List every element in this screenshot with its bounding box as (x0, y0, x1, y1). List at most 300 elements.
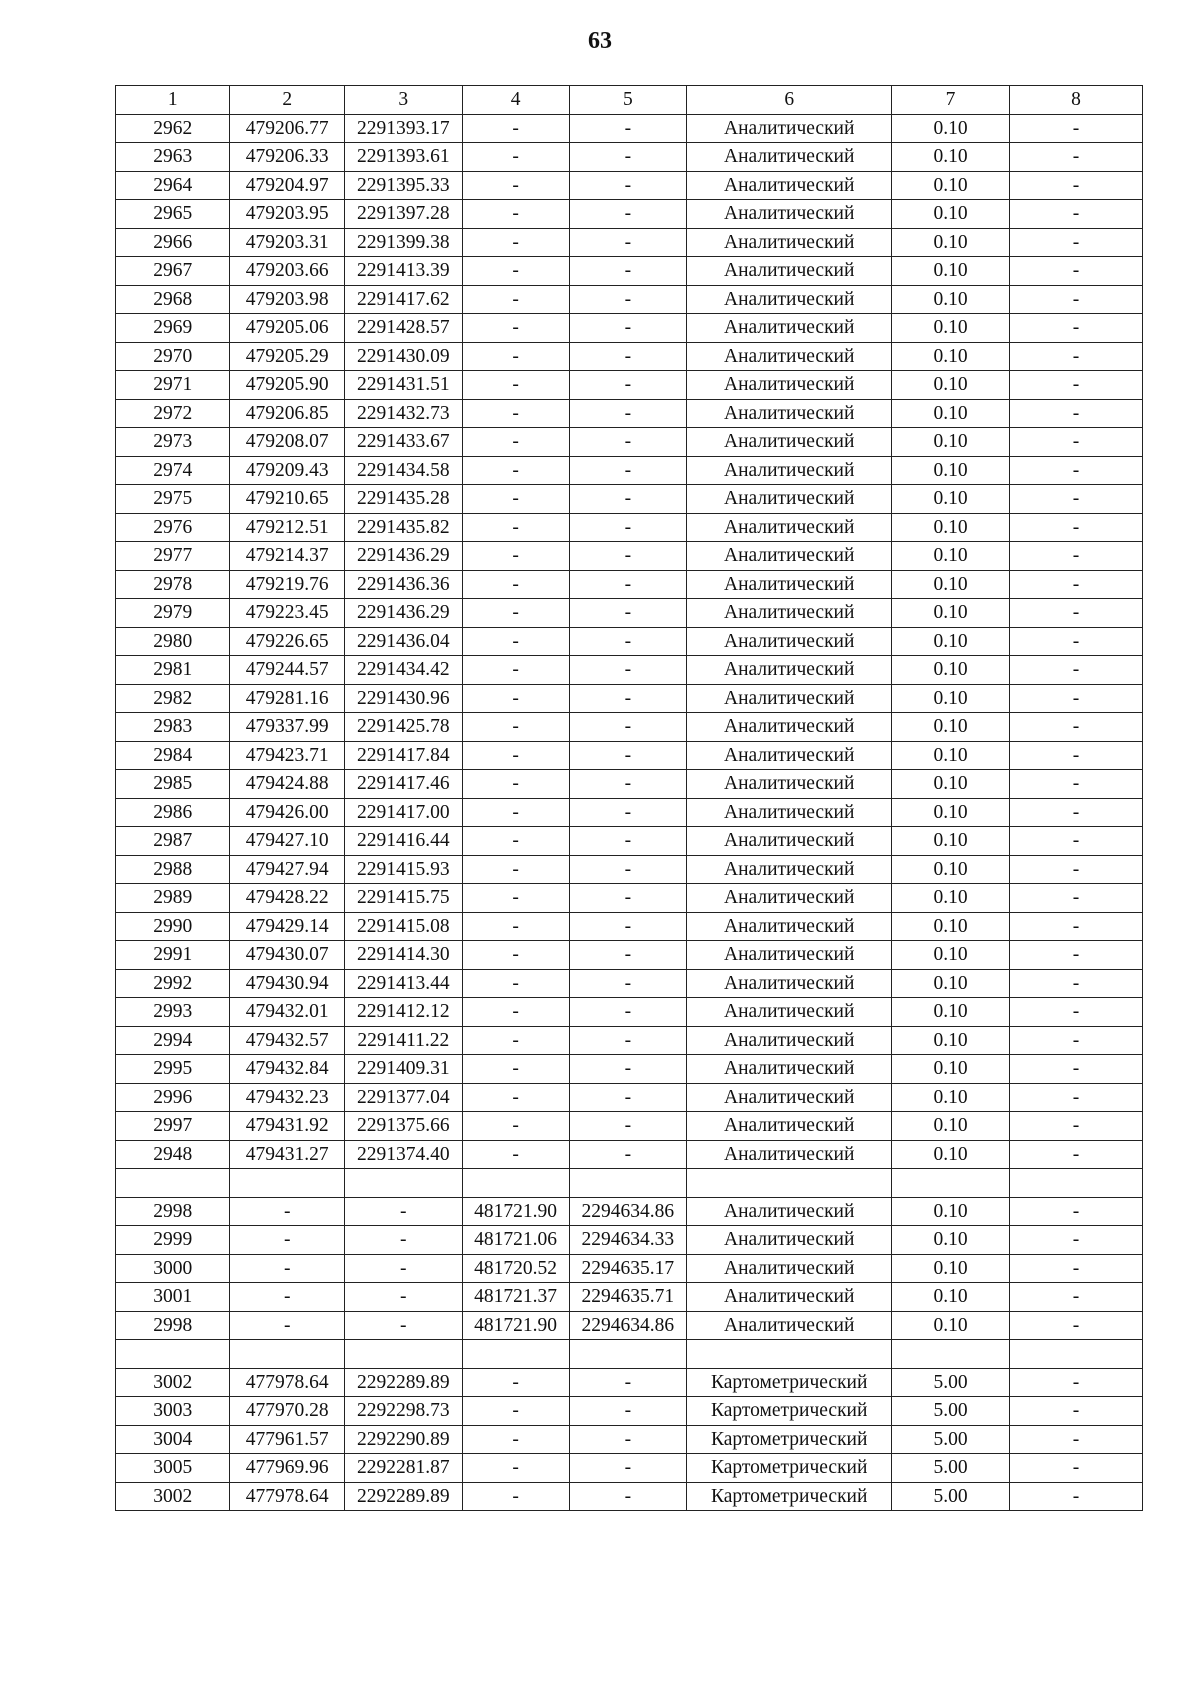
table-cell: - (569, 1055, 687, 1084)
table-cell: Аналитический (687, 143, 892, 172)
table-cell: - (569, 1112, 687, 1141)
table-cell: - (569, 428, 687, 457)
table-row (116, 741, 1143, 770)
table-cell: - (569, 713, 687, 742)
table-cell: - (1009, 855, 1142, 884)
table-cell: Аналитический (687, 570, 892, 599)
table-row (116, 1140, 1143, 1169)
table-cell: 2992 (116, 969, 230, 998)
table-cell: 479208.07 (230, 428, 344, 457)
table-cell: 2291397.28 (344, 200, 462, 229)
table-cell: 479203.66 (230, 257, 344, 286)
table-cell: Аналитический (687, 513, 892, 542)
table-cell: - (344, 1283, 462, 1312)
table-cell: 2291436.04 (344, 627, 462, 656)
table-cell: - (1009, 1112, 1142, 1141)
table-cell: Аналитический (687, 912, 892, 941)
table-cell: Аналитический (687, 998, 892, 1027)
table-cell: 2971 (116, 371, 230, 400)
table-cell: 2973 (116, 428, 230, 457)
table-cell: 2964 (116, 171, 230, 200)
table-cell: - (462, 770, 569, 799)
table-cell: - (462, 1083, 569, 1112)
table-cell: Аналитический (687, 713, 892, 742)
table-cell: 2989 (116, 884, 230, 913)
table-cell: 2996 (116, 1083, 230, 1112)
table-cell: 2948 (116, 1140, 230, 1169)
table-cell: 0.10 (892, 1140, 1010, 1169)
table-row (116, 1083, 1143, 1112)
table-cell: 2985 (116, 770, 230, 799)
table-cell: 3003 (116, 1397, 230, 1426)
table-cell: Аналитический (687, 1226, 892, 1255)
table-cell: 2981 (116, 656, 230, 685)
table-cell: 0.10 (892, 713, 1010, 742)
table-cell: 5.00 (892, 1454, 1010, 1483)
table-row (116, 798, 1143, 827)
table-cell: 2291430.09 (344, 342, 462, 371)
table-cell (462, 1340, 569, 1369)
table-cell: 2990 (116, 912, 230, 941)
table-cell: 2983 (116, 713, 230, 742)
table-cell: 477961.57 (230, 1425, 344, 1454)
table-cell: - (1009, 1140, 1142, 1169)
table-cell: 479432.23 (230, 1083, 344, 1112)
table-cell: - (462, 855, 569, 884)
table-cell: 0.10 (892, 1311, 1010, 1340)
table-cell: - (569, 741, 687, 770)
table-cell: - (569, 485, 687, 514)
table-row (116, 1226, 1143, 1255)
table-cell: - (1009, 827, 1142, 856)
table-cell (344, 1340, 462, 1369)
table-row (116, 656, 1143, 685)
table-cell: Аналитический (687, 1083, 892, 1112)
table-cell: - (1009, 798, 1142, 827)
table-row (116, 143, 1143, 172)
table-row (116, 485, 1143, 514)
table-cell: 2291415.08 (344, 912, 462, 941)
table-cell: - (462, 314, 569, 343)
table-cell: - (462, 912, 569, 941)
table-cell: 477969.96 (230, 1454, 344, 1483)
table-cell: 2291433.67 (344, 428, 462, 457)
table-cell: 2972 (116, 399, 230, 428)
table-cell: - (569, 827, 687, 856)
header-cell: 3 (344, 86, 462, 115)
table-cell: Аналитический (687, 285, 892, 314)
table-cell: 2993 (116, 998, 230, 1027)
table-cell: Аналитический (687, 228, 892, 257)
table-cell: 2291431.51 (344, 371, 462, 400)
table-cell: - (569, 599, 687, 628)
table-cell: Аналитический (687, 542, 892, 571)
table-cell: 479244.57 (230, 656, 344, 685)
table-cell: - (1009, 1311, 1142, 1340)
table-cell (344, 1169, 462, 1198)
table-cell: 0.10 (892, 855, 1010, 884)
table-cell: Аналитический (687, 684, 892, 713)
table-cell: 2291393.17 (344, 114, 462, 143)
table-cell: 2291393.61 (344, 143, 462, 172)
table-cell (462, 1169, 569, 1198)
table-cell: - (1009, 371, 1142, 400)
table-cell: 2975 (116, 485, 230, 514)
table-cell: Картометрический (687, 1397, 892, 1426)
table-cell: 2291414.30 (344, 941, 462, 970)
table-cell: 479431.92 (230, 1112, 344, 1141)
table-cell: 2294634.33 (569, 1226, 687, 1255)
table-row (116, 941, 1143, 970)
table-row (116, 171, 1143, 200)
table-cell: 2291413.39 (344, 257, 462, 286)
table-cell: 479219.76 (230, 570, 344, 599)
table-row (116, 1055, 1143, 1084)
table-cell: 479203.98 (230, 285, 344, 314)
table-cell: 0.10 (892, 998, 1010, 1027)
table-cell: 2291436.29 (344, 599, 462, 628)
table-cell: - (344, 1197, 462, 1226)
table-row (116, 770, 1143, 799)
table-cell: - (569, 798, 687, 827)
table-cell: - (462, 371, 569, 400)
table-cell: 479431.27 (230, 1140, 344, 1169)
table-cell: 3000 (116, 1254, 230, 1283)
table-cell: - (462, 1454, 569, 1483)
table-cell: - (462, 798, 569, 827)
table-row (116, 456, 1143, 485)
table-cell: 0.10 (892, 1226, 1010, 1255)
table-cell: - (1009, 684, 1142, 713)
table-cell: - (1009, 342, 1142, 371)
table-cell: Аналитический (687, 200, 892, 229)
table-cell: 2291374.40 (344, 1140, 462, 1169)
table-cell: - (462, 1026, 569, 1055)
table-cell: 2291435.82 (344, 513, 462, 542)
table-row (116, 200, 1143, 229)
table-row (116, 912, 1143, 941)
table-cell: 2997 (116, 1112, 230, 1141)
table-cell: 2987 (116, 827, 230, 856)
table-cell: Аналитический (687, 969, 892, 998)
table-cell: - (1009, 1397, 1142, 1426)
table-row (116, 371, 1143, 400)
table-cell: 2291417.46 (344, 770, 462, 799)
header-cell: 8 (1009, 86, 1142, 115)
table-cell: 479214.37 (230, 542, 344, 571)
table-cell: 479429.14 (230, 912, 344, 941)
header-cell: 7 (892, 86, 1010, 115)
table-row (116, 513, 1143, 542)
table-cell: 481720.52 (462, 1254, 569, 1283)
table-cell: 0.10 (892, 770, 1010, 799)
table-cell: 2291375.66 (344, 1112, 462, 1141)
table-cell: 2291425.78 (344, 713, 462, 742)
table-cell: - (569, 1140, 687, 1169)
table-cell: Аналитический (687, 1055, 892, 1084)
table-cell: 0.10 (892, 570, 1010, 599)
table-cell: - (462, 998, 569, 1027)
table-cell: Аналитический (687, 485, 892, 514)
table-cell: 479432.57 (230, 1026, 344, 1055)
table-cell (230, 1340, 344, 1369)
table-cell: - (344, 1311, 462, 1340)
table-cell: - (569, 1397, 687, 1426)
table-cell (116, 1169, 230, 1198)
coordinates-table (115, 85, 1143, 1511)
table-cell: 479206.85 (230, 399, 344, 428)
table-cell: - (1009, 969, 1142, 998)
table-cell: 2291417.84 (344, 741, 462, 770)
table-cell: - (569, 912, 687, 941)
table-cell: 2978 (116, 570, 230, 599)
table-cell: Аналитический (687, 371, 892, 400)
table-cell: - (1009, 599, 1142, 628)
table-row (116, 627, 1143, 656)
table-cell: 0.10 (892, 827, 1010, 856)
table-cell: Аналитический (687, 1026, 892, 1055)
table-cell: 0.10 (892, 941, 1010, 970)
table-cell: - (462, 399, 569, 428)
table-row (116, 827, 1143, 856)
table-cell: 0.10 (892, 656, 1010, 685)
page-number: 63 (588, 28, 612, 54)
table-cell: - (462, 627, 569, 656)
table-cell: 481721.90 (462, 1197, 569, 1226)
table-cell: - (569, 1083, 687, 1112)
table-cell: - (569, 1482, 687, 1511)
table-cell: 2291412.12 (344, 998, 462, 1027)
table-cell: - (462, 656, 569, 685)
table-cell: 2291377.04 (344, 1083, 462, 1112)
table-cell: Аналитический (687, 399, 892, 428)
header-cell: 5 (569, 86, 687, 115)
table-cell: Аналитический (687, 428, 892, 457)
table-cell: - (1009, 570, 1142, 599)
table-cell: - (462, 1112, 569, 1141)
table-cell: - (569, 941, 687, 970)
table-cell: - (569, 542, 687, 571)
table-row (116, 1254, 1143, 1283)
table-cell: - (462, 513, 569, 542)
table-cell: 0.10 (892, 741, 1010, 770)
table-cell: - (462, 200, 569, 229)
table-cell: 2974 (116, 456, 230, 485)
table-row (116, 713, 1143, 742)
table-cell: - (569, 1026, 687, 1055)
table-cell: Аналитический (687, 741, 892, 770)
table-cell: - (344, 1254, 462, 1283)
spacer-row (116, 1169, 1143, 1198)
table-cell: 481721.37 (462, 1283, 569, 1312)
table-cell: - (1009, 143, 1142, 172)
table-cell: 479226.65 (230, 627, 344, 656)
header-row (116, 86, 1143, 115)
table-cell: - (569, 314, 687, 343)
table-cell: 2967 (116, 257, 230, 286)
table-cell: - (569, 285, 687, 314)
table-cell: 0.10 (892, 371, 1010, 400)
table-cell: Аналитический (687, 599, 892, 628)
table-cell: 2294634.86 (569, 1311, 687, 1340)
table-cell: - (344, 1226, 462, 1255)
table-cell: - (569, 257, 687, 286)
table-cell: 479423.71 (230, 741, 344, 770)
table-cell: 0.10 (892, 1083, 1010, 1112)
table-cell: - (462, 684, 569, 713)
table-cell: - (230, 1254, 344, 1283)
table-cell: - (230, 1197, 344, 1226)
table-cell: - (1009, 171, 1142, 200)
table-cell (230, 1169, 344, 1198)
table-row (116, 884, 1143, 913)
table-cell: - (462, 969, 569, 998)
table-cell: 5.00 (892, 1397, 1010, 1426)
table-cell: Аналитический (687, 114, 892, 143)
table-body (116, 86, 1143, 1511)
table-cell: - (462, 884, 569, 913)
table-cell: 479204.97 (230, 171, 344, 200)
table-cell: - (569, 969, 687, 998)
table-cell: - (462, 1055, 569, 1084)
table-row (116, 570, 1143, 599)
table-cell: - (569, 884, 687, 913)
table-cell: 0.10 (892, 200, 1010, 229)
table-cell: - (462, 285, 569, 314)
table-cell: - (1009, 998, 1142, 1027)
table-cell: 2291415.75 (344, 884, 462, 913)
table-cell: - (569, 998, 687, 1027)
table-cell: Аналитический (687, 827, 892, 856)
table-cell: 2292281.87 (344, 1454, 462, 1483)
table-cell: 5.00 (892, 1368, 1010, 1397)
table-cell: 2979 (116, 599, 230, 628)
table-cell: 2291395.33 (344, 171, 462, 200)
table-cell: - (569, 513, 687, 542)
table-cell: - (1009, 257, 1142, 286)
table-cell: 479205.90 (230, 371, 344, 400)
table-cell: 0.10 (892, 884, 1010, 913)
table-cell: 0.10 (892, 798, 1010, 827)
table-cell: 0.10 (892, 342, 1010, 371)
table-cell: 479209.43 (230, 456, 344, 485)
table-cell: - (462, 1368, 569, 1397)
table-cell: 2292290.89 (344, 1425, 462, 1454)
table-cell: - (1009, 627, 1142, 656)
table-row (116, 1425, 1143, 1454)
table-cell: 0.10 (892, 599, 1010, 628)
table-row (116, 1026, 1143, 1055)
table-cell: - (462, 456, 569, 485)
table-cell: 2977 (116, 542, 230, 571)
table-cell: 0.10 (892, 969, 1010, 998)
table-cell: - (462, 228, 569, 257)
table-cell: - (1009, 228, 1142, 257)
table-cell: Картометрический (687, 1368, 892, 1397)
table-cell: Аналитический (687, 342, 892, 371)
table-cell: 0.10 (892, 114, 1010, 143)
table-cell: - (1009, 1425, 1142, 1454)
table-cell: 0.10 (892, 228, 1010, 257)
table-cell: 0.10 (892, 1055, 1010, 1084)
table-cell: 0.10 (892, 171, 1010, 200)
table-cell: 2968 (116, 285, 230, 314)
table-cell: 481721.06 (462, 1226, 569, 1255)
table-cell: 3001 (116, 1283, 230, 1312)
table-cell: 481721.90 (462, 1311, 569, 1340)
table-cell: Аналитический (687, 627, 892, 656)
table-cell: 2294635.71 (569, 1283, 687, 1312)
table-cell: - (569, 570, 687, 599)
table-cell: 479210.65 (230, 485, 344, 514)
table-cell: Аналитический (687, 770, 892, 799)
table-row (116, 228, 1143, 257)
table-cell (1009, 1340, 1142, 1369)
table-cell: 2291415.93 (344, 855, 462, 884)
table-cell: - (462, 1397, 569, 1426)
table-cell: - (1009, 1368, 1142, 1397)
table-cell: - (1009, 428, 1142, 457)
table-cell: 2994 (116, 1026, 230, 1055)
table-cell: 0.10 (892, 1283, 1010, 1312)
table-row (116, 1311, 1143, 1340)
table-cell: - (1009, 513, 1142, 542)
table-cell: - (569, 342, 687, 371)
table-cell: - (462, 1140, 569, 1169)
table-cell: - (1009, 1482, 1142, 1511)
table-cell: - (1009, 1083, 1142, 1112)
table-cell: 2963 (116, 143, 230, 172)
header-cell: 1 (116, 86, 230, 115)
table-cell: 477970.28 (230, 1397, 344, 1426)
table-cell: 2291417.00 (344, 798, 462, 827)
table-cell: - (569, 371, 687, 400)
header-cell: 6 (687, 86, 892, 115)
table-cell: 479427.94 (230, 855, 344, 884)
table-cell: 0.10 (892, 285, 1010, 314)
table-cell: 0.10 (892, 912, 1010, 941)
table-cell: - (1009, 314, 1142, 343)
table-cell (687, 1340, 892, 1369)
table-cell: 2998 (116, 1197, 230, 1226)
table-cell: - (1009, 770, 1142, 799)
table-cell: Аналитический (687, 1140, 892, 1169)
table-cell: 2291428.57 (344, 314, 462, 343)
table-cell: - (462, 741, 569, 770)
table-cell: 2969 (116, 314, 230, 343)
table-cell: 479205.06 (230, 314, 344, 343)
table-cell: - (1009, 485, 1142, 514)
table-row (116, 114, 1143, 143)
table-cell: 2995 (116, 1055, 230, 1084)
table-cell: Аналитический (687, 1283, 892, 1312)
table-row (116, 1283, 1143, 1312)
table-cell: - (1009, 285, 1142, 314)
table-cell: 479223.45 (230, 599, 344, 628)
table-cell: - (462, 713, 569, 742)
table-row (116, 428, 1143, 457)
table-cell: - (462, 1482, 569, 1511)
table-cell: - (230, 1283, 344, 1312)
table-cell: - (1009, 1197, 1142, 1226)
table-cell (892, 1169, 1010, 1198)
table-cell: - (1009, 884, 1142, 913)
table-cell: 2291434.58 (344, 456, 462, 485)
table-row (116, 969, 1143, 998)
table-cell: 2986 (116, 798, 230, 827)
table-cell: - (462, 941, 569, 970)
table-cell: 479281.16 (230, 684, 344, 713)
